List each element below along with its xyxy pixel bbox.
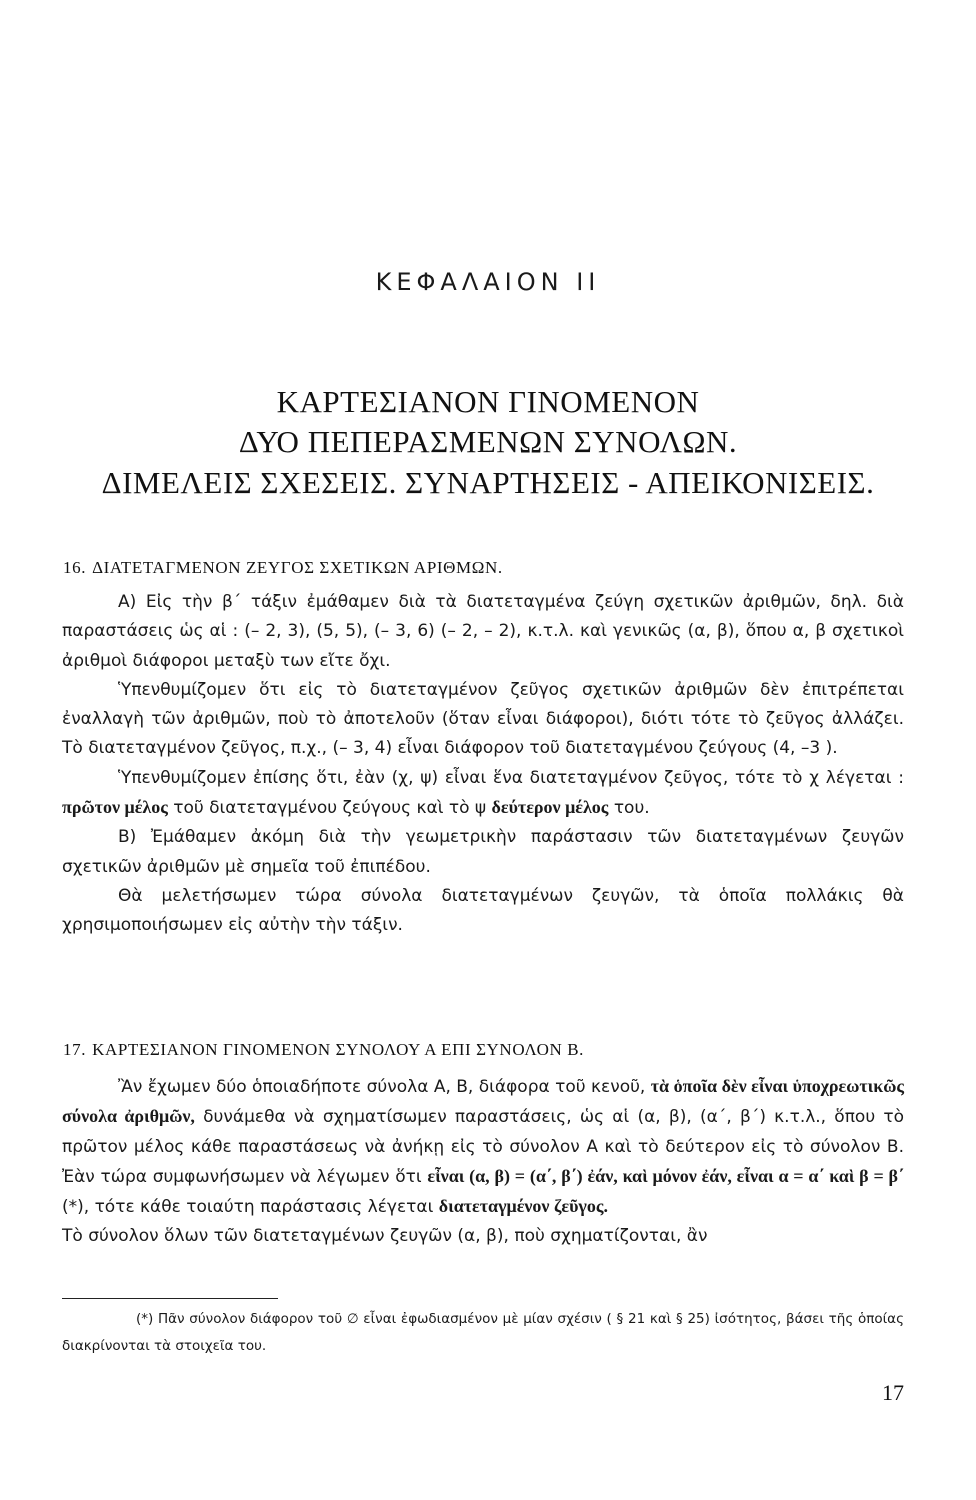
s17-bold-equality-definition: εἶναι (α, β) = (α΄, β΄) ἐάν, καὶ μόνον ἐάν, εἶναι α = α΄ καὶ β = β΄: [427, 1165, 904, 1186]
paragraph-b: Β) Ἐμάθαμεν ἀκόμη διὰ τὴν γεωμετρικὴν παράστασιν τῶν διατεταγμένων ζευγῶν σχετικῶν ἀριθμῶν μὲ σημεῖα τοῦ ἐπιπέδου.: [62, 827, 904, 877]
s17-text-1: Ἂν ἔχωμεν δύο ὁποιαδήποτε σύνολα Α, Β, διάφορα τοῦ κενοῦ,: [118, 1077, 646, 1097]
section-17-title: ΚΑΡΤΕΣΙΑΝΟΝ ΓΙΝΟΜΕΝΟΝ ΣΥΝΟΛΟΥ Α ΕΠΙ ΣΥΝΟΛΟΝ Β.: [92, 1040, 584, 1059]
footnote-divider: [62, 1298, 278, 1299]
section-17-number: 17.: [63, 1040, 87, 1059]
section-16-number: 16.: [63, 558, 87, 577]
footnote-text: (*) Πᾶν σύνολον διάφορον τοῦ ∅ εἶναι ἐφωδιασμένον μὲ μίαν σχέσιν ( § 21 καὶ § 25) ἰσότητος, βάσει τῆς ὁποίας διακρίνονται τὰ στοιχεῖα του.: [62, 1311, 904, 1354]
paragraph-a: Α) Εἰς τὴν β΄ τάξιν ἐμάθαμεν διὰ τὰ διατεταγμένα ζεύγη σχετικῶν ἀριθμῶν, δηλ. διὰ παραστάσεις ὡς αἱ : (– 2, 3), (5, 5), (– 3, 6) (– 2, – 2), κ.τ.λ. καὶ γενικῶς (α, β), ὅπου α, β σχετικοὶ ἀριθμοὶ διάφοροι μεταξὺ των εἴτε ὄχι.: [62, 592, 904, 671]
chapter-title-line-1: ΚΑΡΤΕΣΙΑΝΟΝ ΓΙΝΟΜΕΝΟΝ: [276, 384, 700, 419]
term-second-member: δεύτερον μέλος: [491, 797, 609, 818]
section-17-body: [62, 1072, 904, 1252]
page-number: 17: [882, 1380, 904, 1405]
s17-text-2: δυνάμεθα νὰ σχηματίσωμεν παραστάσεις, ὡς αἱ (α, β), (α΄, β΄) κ.τ.λ., ὅπου τὸ πρῶτον μέλος κάθε παραστάσεως νὰ ἀνήκῃ εἰς τὸ σύνολον Α καὶ τὸ δεύτερον εἰς τὸ σύνολον Β. Ἐὰν τώρα συμφωνήσωμεν νὰ λέγωμεν ὅτι: [62, 1107, 905, 1187]
paragraph-remind-1: Ὑπενθυμίζομεν ὅτι εἰς τὸ διατεταγμένον ζεῦγος σχετικῶν ἀριθμῶν δὲν ἐπιτρέπεται ἐναλλαγὴ τῶν ἀριθμῶν, ποὺ τὸ ἀποτελοῦν (ὅταν εἶναι διάφοροι), διότι τότε τὸ ζεῦγος ἀλλάζει. Τὸ διατεταγμένον ζεῦγος, π.χ., (– 3, 4) εἶναι διάφορον τοῦ διατεταγμένου ζεύγους (4, –3 ).: [62, 679, 904, 759]
s17-bold-ordered-pair: διατεταγμένον ζεῦγος.: [438, 1196, 608, 1217]
chapter-heading: ΚΕΦΑΛΑΙΟΝ ΙΙ: [375, 268, 601, 296]
paragraph-remind-2-end: του.: [613, 798, 650, 819]
s17-text-3: (*), τότε κάθε τοιαύτη παράστασις λέγεται: [62, 1197, 434, 1218]
chapter-title-line-2: ΔΥΟ ΠΕΠΕΡΑΣΜΕΝΩΝ ΣΥΝΟΛΩΝ.: [238, 424, 738, 459]
footnote: [62, 1306, 904, 1360]
section-17-heading: [63, 1040, 913, 1060]
paragraph-remind-2-start: Ὑπενθυμίζομεν ἐπίσης ὅτι, ἐὰν (χ, ψ) εἶναι ἕνα διατεταγμένον ζεῦγος, τότε τὸ χ λέγεται :: [118, 767, 904, 788]
section-16-title: ΔΙΑΤΕΤΑΓΜΕΝΟΝ ΖΕΥΓΟΣ ΣΧΕΤΙΚΩΝ ΑΡΙΘΜΩΝ.: [92, 558, 503, 577]
paragraph-study: Θὰ μελετήσωμεν τώρα σύνολα διατεταγμένων ζευγῶν, τὰ ὁποῖα πολλάκις θὰ χρησιμοποιήσωμεν εἰς αὐτὴν τὴν τάξιν.: [62, 885, 904, 936]
chapter-title-line-3: ΔΙΜΕΛΕΙΣ ΣΧΕΣΕΙΣ. ΣΥΝΑΡΤΗΣΕΙΣ - ΑΠΕΙΚΟΝΙΣΕΙΣ.: [101, 465, 875, 500]
s17-bold-not-numbers: τὰ ὁποῖα δὲν εἶναι ὑποχρεωτικῶς σύνολα ἀριθμῶν,: [62, 1076, 905, 1127]
section-16-body: [62, 588, 904, 941]
s17-text-4: Τὸ σύνολον ὅλων τῶν διατεταγμένων ζευγῶν (α, β), ποὺ σχηματίζονται, ἂν: [62, 1226, 708, 1247]
paragraph-remind-2-mid: τοῦ διατεταγμένου ζεύγους καὶ τὸ ψ: [173, 798, 487, 819]
term-first-member: πρῶτον μέλος: [62, 797, 168, 818]
section-16-heading: [63, 558, 913, 578]
